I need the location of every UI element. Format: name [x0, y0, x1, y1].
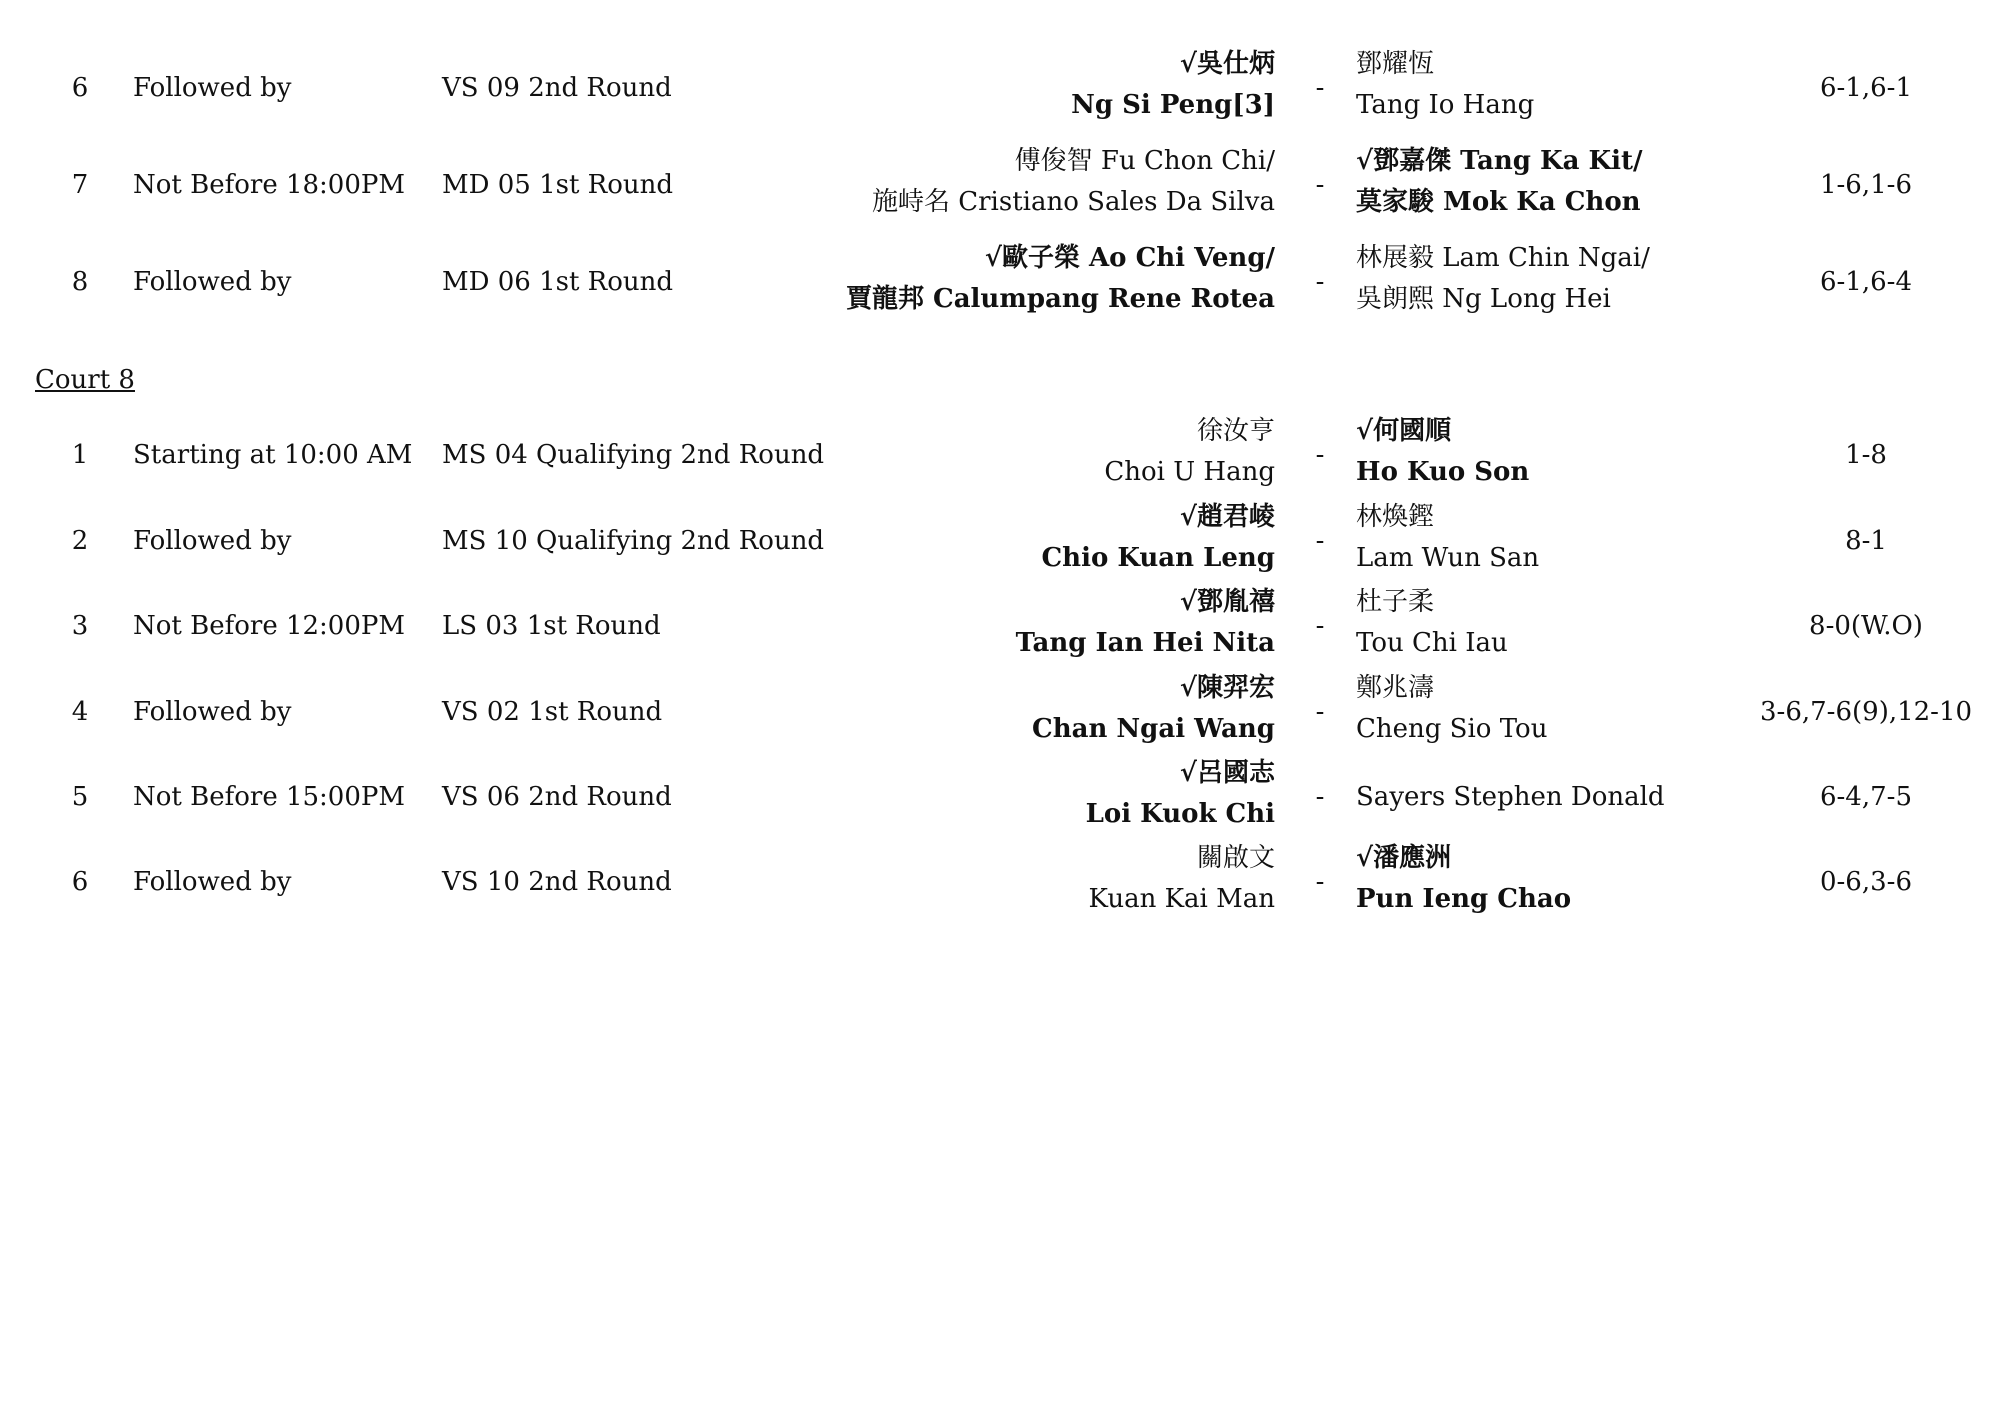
- left-player-line: Choi U Hang: [1104, 457, 1275, 487]
- right-player-line: Sayers Stephen Donald: [1356, 782, 1665, 812]
- right-player: [1356, 141, 1642, 223]
- match-score: 6-1,6-4: [1819, 267, 1912, 297]
- match-score: 6-4,7-5: [1819, 782, 1912, 812]
- right-player-line: 鄧耀恆: [1356, 49, 1435, 79]
- right-player-line: Tang Io Hang: [1356, 90, 1535, 120]
- versus-dash: -: [1315, 440, 1325, 470]
- match-event: MS 04 Qualifying 2nd Round: [442, 440, 825, 470]
- right-player-line: Ho Kuo Son: [1356, 457, 1530, 487]
- right-player-line: √何國順: [1356, 416, 1452, 446]
- match-row: [0, 40, 1995, 136]
- left-player-line: Tang Ian Hei Nita: [1015, 628, 1275, 658]
- match-row: [0, 749, 1995, 845]
- match-score: 6-1,6-1: [1819, 73, 1912, 103]
- versus-dash: -: [1315, 697, 1325, 727]
- left-player: [1089, 838, 1275, 920]
- right-player-line: √潘應洲: [1356, 843, 1452, 873]
- match-time: Followed by: [133, 73, 292, 103]
- left-player-line: 賈龍邦 Calumpang Rene Rotea: [845, 284, 1275, 314]
- versus-dash: -: [1315, 267, 1325, 297]
- left-player: [872, 141, 1275, 223]
- match-number: 4: [71, 697, 89, 727]
- match-number: 1: [71, 440, 89, 470]
- left-player-line: √陳羿宏: [1179, 673, 1275, 703]
- match-time: Followed by: [133, 526, 292, 556]
- right-player-line: 林煥鏗: [1356, 502, 1435, 532]
- match-score: 1-6,1-6: [1819, 170, 1912, 200]
- right-player-line: Pun Ieng Chao: [1356, 884, 1572, 914]
- left-player: [1041, 497, 1275, 579]
- versus-dash: -: [1315, 782, 1325, 812]
- left-player-line: 徐汝亨: [1196, 416, 1275, 446]
- versus-dash: -: [1315, 526, 1325, 556]
- left-player-line: √吳仕炳: [1179, 49, 1275, 79]
- right-player: [1356, 838, 1571, 920]
- left-player: [1032, 668, 1275, 750]
- left-player-line: 施峙名 Cristiano Sales Da Silva: [871, 187, 1275, 217]
- match-event: MS 10 Qualifying 2nd Round: [442, 526, 825, 556]
- match-number: 5: [71, 782, 89, 812]
- match-time: Followed by: [133, 267, 292, 297]
- left-player-line: Ng Si Peng[3]: [1071, 90, 1275, 120]
- right-player-line: 莫家駿 Mok Ka Chon: [1356, 187, 1641, 217]
- left-player: [1071, 44, 1275, 126]
- court-heading: Court 8: [35, 365, 135, 395]
- left-player: [846, 238, 1275, 320]
- left-player-line: Chio Kuan Leng: [1041, 543, 1275, 573]
- left-player: [1086, 753, 1275, 835]
- left-player-line: √鄧胤禧: [1179, 587, 1275, 617]
- match-number: 6: [71, 867, 89, 897]
- match-number: 3: [71, 611, 89, 641]
- right-player-line: 鄭兆濤: [1356, 673, 1435, 703]
- left-player-line: Chan Ngai Wang: [1032, 714, 1275, 744]
- match-event: VS 10 2nd Round: [442, 867, 672, 897]
- match-time: Not Before 12:00PM: [133, 611, 406, 641]
- match-row: [0, 137, 1995, 233]
- match-number: 2: [71, 526, 89, 556]
- versus-dash: -: [1315, 611, 1325, 641]
- right-player-line: Tou Chi Iau: [1356, 628, 1508, 658]
- match-number: 7: [71, 170, 89, 200]
- match-number: 8: [71, 267, 89, 297]
- match-number: 6: [71, 73, 89, 103]
- match-time: Starting at 10:00 AM: [133, 440, 413, 470]
- match-time: Not Before 18:00PM: [133, 170, 406, 200]
- match-score: 1-8: [1845, 440, 1887, 470]
- left-player-line: √歐子榮 Ao Chi Veng/: [984, 243, 1275, 273]
- match-row: [0, 234, 1995, 330]
- match-row: [0, 664, 1995, 760]
- right-player-line: Lam Wun San: [1356, 543, 1540, 573]
- match-score: 3-6,7-6(9),12-10: [1760, 697, 1973, 727]
- left-player-line: √趙君崚: [1179, 502, 1275, 532]
- match-event: VS 09 2nd Round: [442, 73, 672, 103]
- match-row: [0, 834, 1995, 930]
- versus-dash: -: [1315, 170, 1325, 200]
- match-row: [0, 578, 1995, 674]
- right-player: [1356, 497, 1539, 579]
- right-player: [1356, 411, 1529, 493]
- left-player-line: Loi Kuok Chi: [1085, 799, 1275, 829]
- left-player-line: 關啟文: [1196, 843, 1275, 873]
- left-player-line: 傅俊智 Fu Chon Chi/: [1014, 146, 1275, 176]
- match-score: 0-6,3-6: [1819, 867, 1912, 897]
- right-player-line: √鄧嘉傑 Tang Ka Kit/: [1356, 146, 1643, 176]
- match-score: 8-1: [1845, 526, 1887, 556]
- match-row: [0, 493, 1995, 589]
- right-player-line: 杜子柔: [1356, 587, 1435, 617]
- match-event: VS 02 1st Round: [442, 697, 663, 727]
- match-event: MD 06 1st Round: [442, 267, 674, 297]
- match-score: 8-0(W.O): [1809, 611, 1923, 641]
- left-player-line: Kuan Kai Man: [1088, 884, 1275, 914]
- match-event: VS 06 2nd Round: [442, 782, 672, 812]
- match-time: Followed by: [133, 867, 292, 897]
- right-player-line: Cheng Sio Tou: [1356, 714, 1548, 744]
- versus-dash: -: [1315, 867, 1325, 897]
- left-player-line: √呂國志: [1179, 758, 1275, 788]
- right-player-line: 林展毅 Lam Chin Ngai/: [1356, 243, 1650, 273]
- match-row: [0, 407, 1995, 503]
- match-event: MD 05 1st Round: [442, 170, 674, 200]
- match-time: Followed by: [133, 697, 292, 727]
- left-player: [1104, 411, 1275, 493]
- left-player: [1016, 582, 1275, 664]
- right-player: [1356, 44, 1534, 126]
- match-time: Not Before 15:00PM: [133, 782, 406, 812]
- right-player-line: 吳朗熙 Ng Long Hei: [1356, 284, 1611, 314]
- right-player: [1356, 238, 1650, 320]
- versus-dash: -: [1315, 73, 1325, 103]
- right-player: [1356, 668, 1547, 750]
- match-event: LS 03 1st Round: [442, 611, 661, 641]
- right-player: [1356, 582, 1508, 664]
- right-player: [1356, 781, 1665, 813]
